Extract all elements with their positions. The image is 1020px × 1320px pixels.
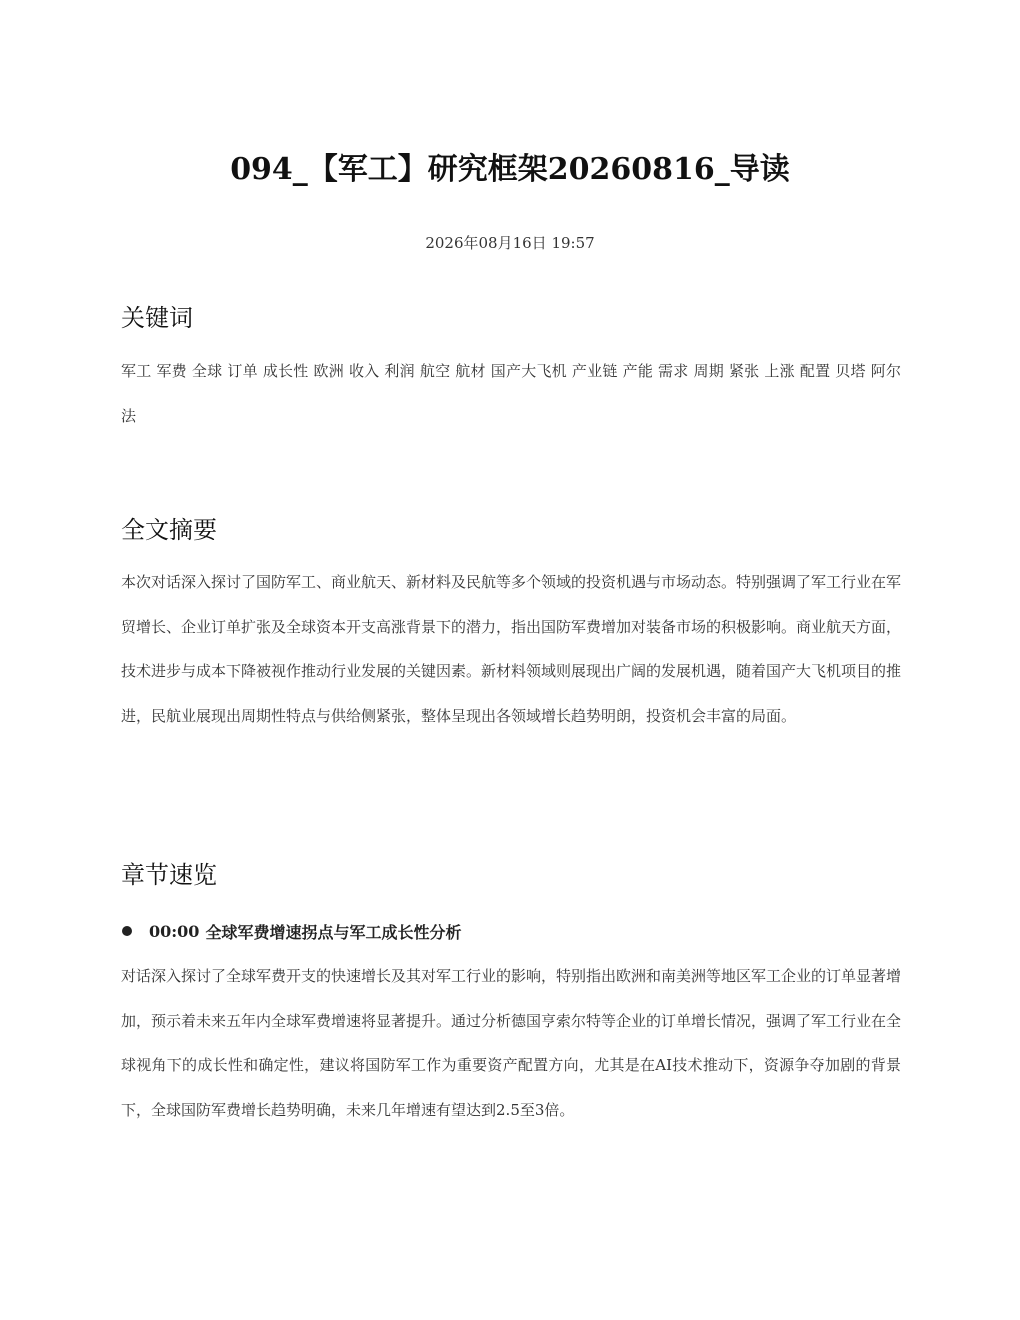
chapter-timestamp: 00:00 — [149, 921, 200, 941]
chapters-heading: 章节速览 — [121, 861, 217, 889]
bullet-icon — [122, 926, 132, 936]
summary-heading: 全文摘要 — [121, 516, 217, 544]
chapter-title: 全球军费增速拐点与军工成长性分析 — [205, 922, 462, 942]
keywords-heading: 关键词 — [121, 304, 193, 332]
summary-text: 本次对话深入探讨了国防军工、商业航天、新材料及民航等多个领域的投资机遇与市场动态。特别强调了军工行业在军贸增长、企业订单扩张及全球资本开支高涨背景下的潜力，指出国防军费增加对装备市场的积极影响。商业航天方面，技术进步与成本下降被视作推动行业发展的关键因素。新材料领域则展现出广阔的发展机遇，随着国产大飞机项目的推进，民航业展现出周期性特点与供给侧紧张，整体呈现出各领域增长趋势明朗，投资机会丰富的局面。 — [121, 573, 902, 725]
chapter-text: 对话深入探讨了全球军费开支的快速增长及其对军工行业的影响，特别指出欧洲和南美洲等地区军工企业的订单显著增加，预示着未来五年内全球军费增速将显著提升。通过分析德国亨索尔特等企业的订单增长情况，强调了军工行业在全球视角下的成长性和确定性，建议将国防军工作为重要资产配置方向，尤其是在AI技术推动下，资源争夺加剧的背景下，全球国防军费增长趋势明确，未来几年增速有望达到2.5至3倍。 — [121, 967, 902, 1119]
chapter-item — [121, 916, 461, 946]
keywords-text: 军工 军费 全球 订单 成长性 欧洲 收入 利润 航空 航材 国产大飞机 产业链 产能 需求 周期 紧张 上涨 配置 贝塔 阿尔法 — [121, 362, 901, 425]
document-title: 094_【军工】研究框架20260816_导读 — [230, 152, 790, 187]
document-date: 2026年08月16日 19:57 — [425, 234, 595, 252]
